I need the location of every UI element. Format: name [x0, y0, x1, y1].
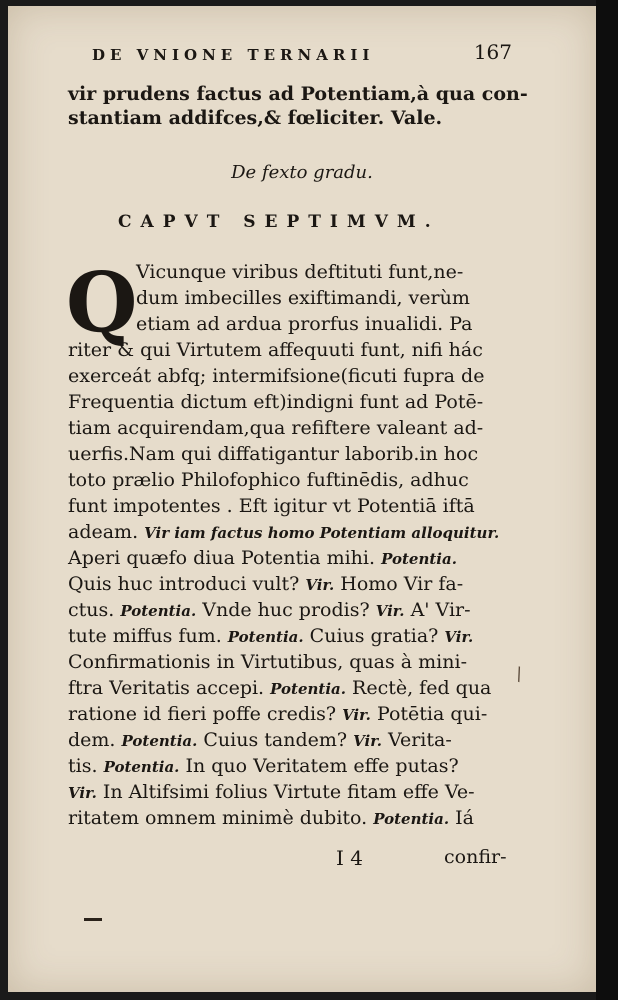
body-line: Vicunque viribus deftituti funt,ne- [136, 261, 464, 283]
speaker-potentia: Potentia. [227, 628, 304, 646]
signature-mark: I 4 [336, 846, 363, 870]
speaker-vir: Vir. [375, 602, 405, 620]
speaker-vir: Vir. [353, 732, 382, 750]
body-line: exerceát abfq; intermifsione(ficuti fupra de [68, 365, 485, 387]
text-span: adeam. [68, 521, 139, 543]
text-span: ratione id fieri poffe credis? [68, 703, 337, 725]
text-span: In Altifsimi folius Virtute fitam effe Ve- [102, 781, 475, 803]
text-span: Cuius tandem? [203, 729, 348, 751]
body-line [68, 676, 491, 702]
running-header [92, 40, 512, 70]
body-line: Frequentia dictum eft)indigni funt ad Potē- [68, 391, 484, 413]
page-edge-shadow [596, 0, 618, 1000]
speaker-vir: Vir. [305, 576, 335, 594]
body-line [68, 806, 474, 832]
page-number: 167 [473, 40, 512, 64]
text-span: ftra Veritatis accepi. [68, 677, 265, 699]
speaker-potentia: Potentia. [121, 732, 198, 750]
text-span: Quis huc introduci vult? [68, 573, 300, 595]
opening-line-1: vir prudens factus ad Potentiam,à qua con- [68, 83, 528, 105]
text-span: Vnde huc prodis? [202, 599, 370, 621]
opening-line-2: stantiam addifces,& fœliciter. Vale. [68, 107, 443, 129]
body-line [68, 624, 473, 650]
text-span: dem. [68, 729, 116, 751]
speaker-potentia: Potentia. [120, 602, 197, 620]
body-line [68, 728, 452, 754]
drop-capital: Q [66, 255, 138, 351]
text-span: Rectè, fed qua [352, 677, 492, 699]
body-line [68, 572, 463, 598]
text-span: Iá [455, 807, 474, 829]
speaker-vir: Vir. [342, 706, 371, 724]
subheading: De fexto gradu. [231, 162, 373, 183]
body-line [68, 754, 459, 780]
running-title: DE VNIONE TERNARII [92, 46, 375, 64]
body-line: Confirmationis in Virtutibus, quas à mini- [68, 651, 467, 673]
margin-mark: \ [512, 663, 526, 686]
body-line: toto prælio Philofophico fuftinēdis, adhuc [68, 469, 469, 491]
text-span: A' Vir- [410, 599, 471, 621]
body-line: riter & qui Virtutem affequuti funt, nifi hác [68, 339, 483, 361]
text-span: ritatem omnem minimè dubito. [68, 807, 368, 829]
body-line [68, 546, 457, 572]
text-span: Aperi quæfo diua Potentia mihi. [68, 547, 376, 569]
body-line: tiam acquirendam,qua refiftere valeant ad- [68, 417, 484, 439]
catchword: confir- [444, 846, 507, 868]
body-line: etiam ad ardua prorfus inualidi. Pa [136, 313, 473, 335]
body-line: funt impotentes . Eft igitur vt Potentiā iftā [68, 495, 475, 517]
text-span: Cuius gratia? [309, 625, 439, 647]
speaker-potentia: Potentia. [270, 680, 346, 698]
body-line [68, 598, 471, 624]
body-line: dum imbecilles exiftimandi, verùm [136, 287, 470, 309]
ink-mark [84, 918, 102, 921]
body-line: uerfis.Nam qui diffatigantur laborib.in hoc [68, 443, 479, 465]
text-span: Verita- [388, 729, 452, 751]
text-span: tute miffus fum. [68, 625, 222, 647]
chapter-title: CAPVT SEPTIMVM. [118, 212, 440, 232]
speaker-vir: Vir. [68, 784, 97, 802]
speaker-potentia: Potentia. [103, 758, 180, 776]
text-span: Potētia qui- [376, 703, 488, 725]
speaker-potentia: Potentia. [373, 810, 450, 828]
italic-aside: Vir iam factus homo Potentiam alloquitur. [144, 524, 500, 542]
speaker-vir: Vir. [444, 628, 474, 646]
speaker-potentia: Potentia. [381, 550, 457, 568]
body-line [68, 520, 499, 546]
text-span: tis. [68, 755, 98, 777]
body-line [68, 780, 475, 806]
body-line [68, 702, 487, 728]
text-span: ctus. [68, 599, 115, 621]
text-span: In quo Veritatem effe putas? [185, 755, 459, 777]
text-span: Homo Vir fa- [340, 573, 464, 595]
